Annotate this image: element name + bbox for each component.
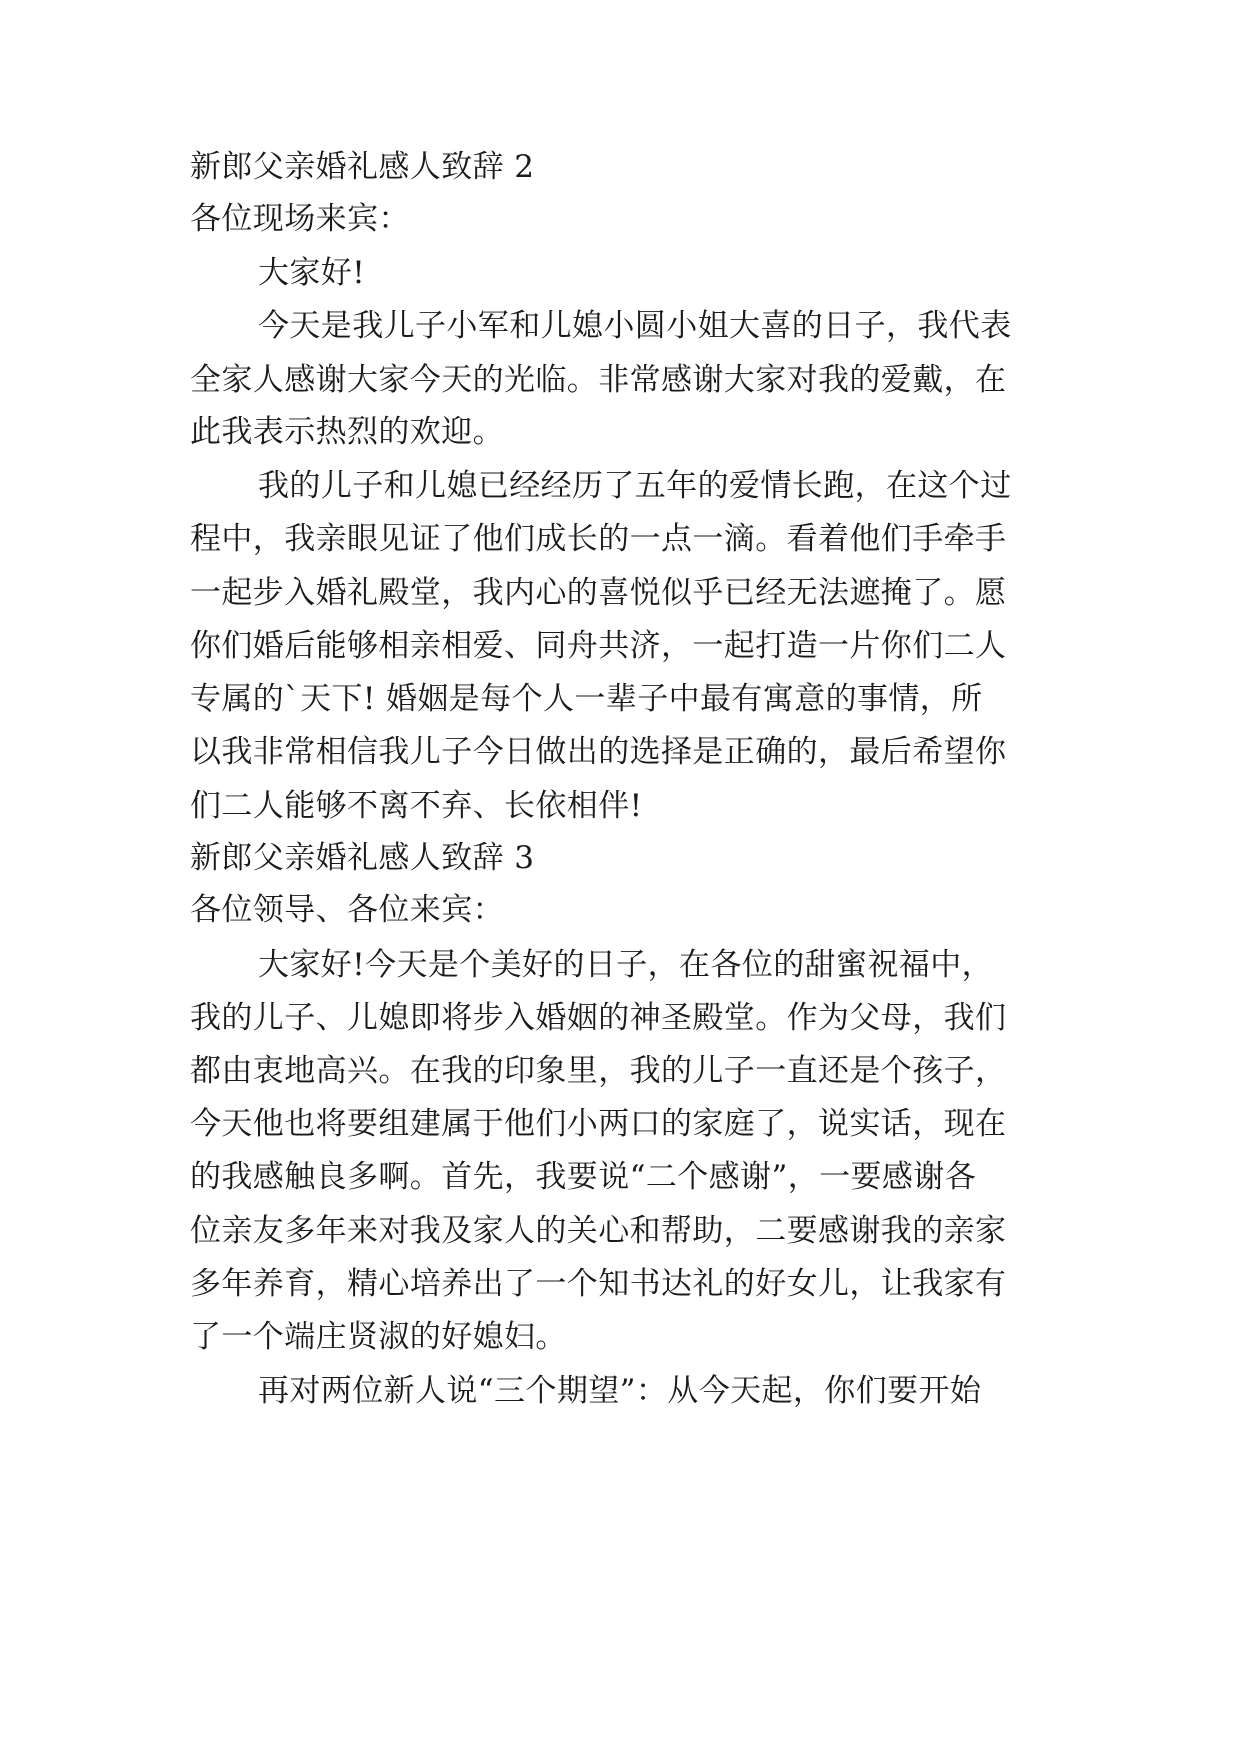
paragraph-line: 今天他也将要组建属于他们小两口的家庭了，说实话，现在	[190, 1106, 1007, 1142]
paragraph-line: 多年养育，精心培养出了一个知书达礼的好女儿，让我家有	[190, 1266, 1007, 1302]
paragraph-line: 你们婚后能够相亲相爱、同舟共济，一起打造一片你们二人	[190, 628, 1007, 664]
salutation: 各位现场来宾：	[190, 201, 410, 237]
paragraph-line: 了一个端庄贤淑的好媳妇。	[190, 1319, 567, 1355]
salutation: 各位领导、各位来宾：	[190, 892, 504, 928]
greeting-line: 大家好!	[258, 255, 366, 291]
paragraph-line: 的我感触良多啊。首先，我要说“二个感谢”，一要感谢各	[190, 1159, 977, 1195]
paragraph-line: 程中，我亲眼见证了他们成长的一点一滴。看着他们手牵手	[190, 521, 1007, 557]
section-title: 新郎父亲婚礼感人致辞 3	[190, 840, 535, 876]
paragraph-line: 以我非常相信我儿子今日做出的选择是正确的，最后希望你	[190, 734, 1007, 770]
paragraph-line: 一起步入婚礼殿堂，我内心的喜悦似乎已经无法遮掩了。愿	[190, 575, 1007, 611]
paragraph-line: 今天是我儿子小军和儿媳小圆小姐大喜的日子，我代表	[258, 308, 1012, 344]
paragraph-line: 们二人能够不离不弃、长依相伴!	[190, 788, 643, 824]
paragraph-line: 再对两位新人说“三个期望”：从今天起，你们要开始	[258, 1373, 982, 1409]
paragraph-line: 全家人感谢大家今天的光临。非常感谢大家对我的爱戴，在	[190, 362, 1007, 398]
paragraph-line: 专属的`天下! 婚姻是每个人一辈子中最有寓意的事情，所	[190, 681, 983, 717]
section-title: 新郎父亲婚礼感人致辞 2	[190, 149, 535, 185]
paragraph-line: 大家好!今天是个美好的日子，在各位的甜蜜祝福中，	[258, 947, 994, 983]
paragraph-line: 我的儿子、儿媳即将步入婚姻的神圣殿堂。作为父母，我们	[190, 1000, 1007, 1036]
paragraph-line: 我的儿子和儿媳已经经历了五年的爱情长跑，在这个过	[258, 468, 1012, 504]
paragraph-line: 位亲友多年来对我及家人的关心和帮助，二要感谢我的亲家	[190, 1213, 1007, 1249]
paragraph-line: 此我表示热烈的欢迎。	[190, 414, 504, 450]
paragraph-line: 都由衷地高兴。在我的印象里，我的儿子一直还是个孩子，	[190, 1053, 1007, 1089]
